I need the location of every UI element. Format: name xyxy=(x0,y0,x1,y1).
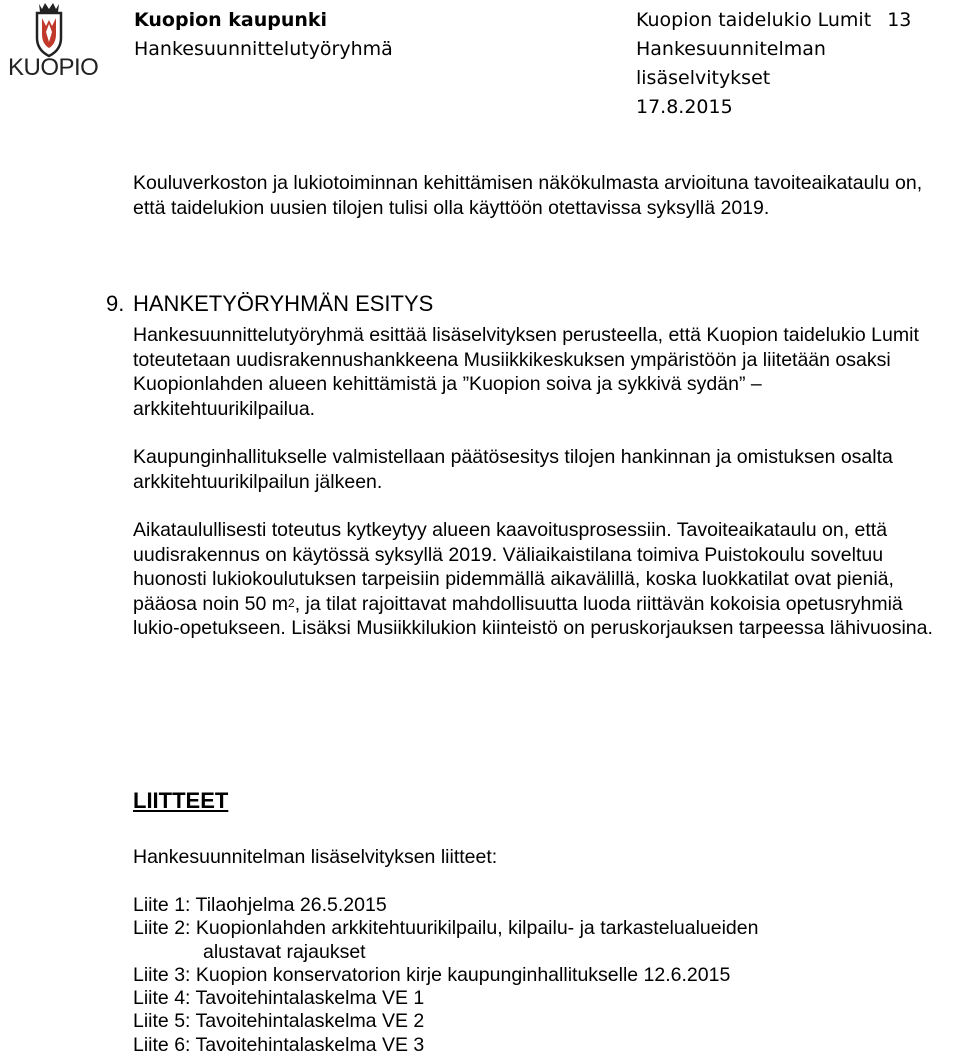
attachments-heading: LIITTEET xyxy=(133,788,229,813)
section-paragraph-1: Hankesuunnittelutyöryhmä esittää lisäselvityksen perusteella, että Kuopion taidelukio Lumit toteutetaan uudisrakennushankkeena Musiikkikeskuksen ympäristöön ja liitetään osaksi Kuopionlahden alueen kehittämistä ja ”Kuopion soiva ja sykkivä sydän” – arkkitehtuurikilpailua. xyxy=(133,324,919,420)
attachment-item-continuation: alustavat rajaukset xyxy=(203,940,366,963)
organization-name: Kuopion kaupunki xyxy=(134,9,328,31)
attachment-item: Liite 1: Tilaohjelma 26.5.2015 xyxy=(133,894,387,916)
attachment-item: Liite 2: Kuopionlahden arkkitehtuurikilpailu, kilpailu- ja tarkastelualueiden xyxy=(133,917,759,940)
attachment-item: Liite 4: Tavoitehintalaskelma VE 1 xyxy=(133,987,425,1010)
attachments-intro: Hankesuunnitelman lisäselvityksen liitteet: xyxy=(133,846,498,868)
paragraph-3-part-2: , ja tilat rajoittavat mahdollisuutta luoda riittävän kokoisia opetusryhmiä lukio-opetukseen. Lisäksi Musiikkilukion kiinteistö on peruskorjauksen tarpeessa lähivuosina. xyxy=(133,592,933,639)
attachment-item: Liite 6: Tavoitehintalaskelma VE 3 xyxy=(133,1033,425,1056)
attachment-item: Liite 5: Tavoitehintalaskelma VE 2 xyxy=(133,1010,425,1033)
logo-text: KUOPIO xyxy=(8,54,99,81)
document-subtitle: Hankesuunnitelman xyxy=(636,38,826,60)
attachment-item: Liite 3: Kuopion konservatorion kirje kaupunginhallitukselle 12.6.2015 xyxy=(133,963,731,986)
attachments-list xyxy=(133,894,933,1057)
document-title: Kuopion taidelukio Lumit xyxy=(636,9,872,31)
section-heading xyxy=(106,290,433,318)
superscript: 2 xyxy=(288,595,295,610)
document-title-line xyxy=(636,6,911,35)
attachments-intro-block xyxy=(133,845,933,870)
paragraph-3-part-1: Aikataulullisesti toteutus kytkeytyy alueen kaavoitusprosessiin. Tavoiteaikataulu on, että uudisrakennus on käytössä syksyllä 2019. Väliaikaistilana toimiva Puistokoulu soveltuu huonosti lukiokoulutuksen tarpeisiin pidemmällä aikavälillä, koska luokkatilat ovat pieniä, pääosa noin 50 m xyxy=(133,519,894,615)
section-paragraph-3 xyxy=(133,518,933,641)
section-number: 9. xyxy=(106,291,125,316)
kuopio-logo xyxy=(6,0,99,86)
header-left xyxy=(134,6,393,64)
section-paragraph-2: Kaupunginhallitukselle valmistellaan päätösesitys tilojen hankinnan ja omistuksen osalta arkkitehtuurikilpailun jälkeen. xyxy=(133,446,893,493)
document-subtitle-2: lisäselvitykset xyxy=(636,67,771,89)
intro-paragraph-block xyxy=(133,171,933,220)
section-title: HANKETYÖRYHMÄN ESITYS xyxy=(133,291,434,316)
section-body xyxy=(133,323,933,641)
working-group-name: Hankesuunnittelutyöryhmä xyxy=(134,38,393,60)
header-right xyxy=(636,6,911,122)
page-number: 13 xyxy=(887,9,912,31)
intro-paragraph: Kouluverkoston ja lukiotoiminnan kehittämisen näkökulmasta arvioituna tavoiteaikataulu on, että taidelukion uusien tilojen tulisi olla käyttöön otettavissa syksyllä 2019. xyxy=(133,172,923,219)
document-date: 17.8.2015 xyxy=(636,96,733,118)
